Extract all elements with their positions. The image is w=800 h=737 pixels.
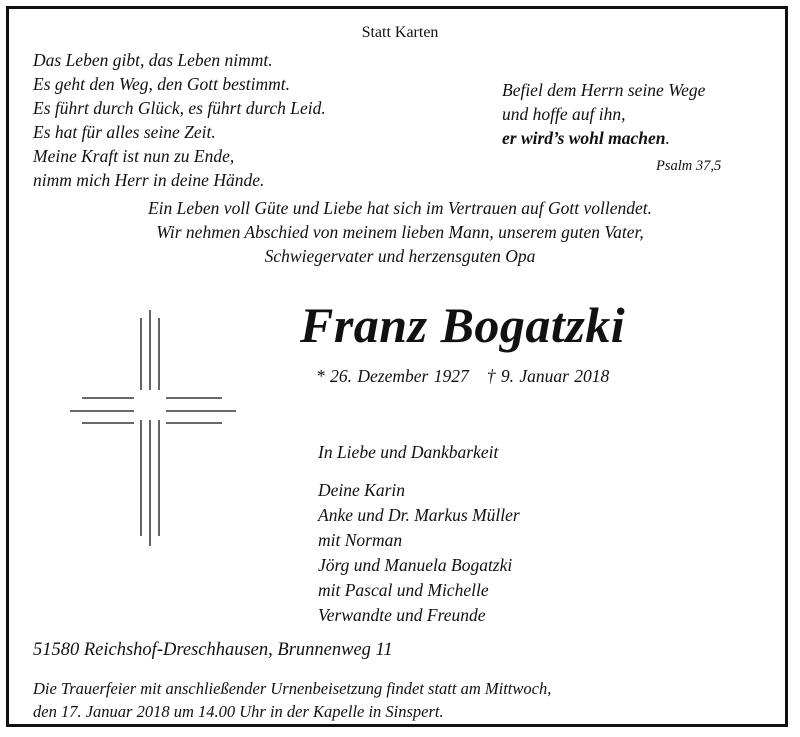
life-dates xyxy=(316,366,609,387)
deceased-name: Franz Bogatzki xyxy=(300,297,626,353)
poem-line: Meine Kraft ist nun zu Ende, xyxy=(33,146,235,166)
poem-line: Es führt durch Glück, es führt durch Leid. xyxy=(33,98,326,118)
family-member: Verwandte und Freunde xyxy=(318,605,486,625)
poem-line: nimm mich Herr in deine Hände. xyxy=(33,170,265,190)
header-statt-karten: Statt Karten xyxy=(361,24,439,41)
service-line: den 17. Januar 2018 um 14.00 Uhr in der Kapelle in Sinspert. xyxy=(33,702,444,721)
psalm-reference: Psalm 37,5 xyxy=(656,158,722,174)
intro-line: Schwiegervater und herzensguten Opa xyxy=(264,246,536,266)
intro-line: Wir nehmen Abschied von meinem lieben Mann, unserem guten Vater, xyxy=(156,222,644,242)
psalm-line: Befiel dem Herrn seine Wege xyxy=(502,80,706,100)
family-member: Deine Karin xyxy=(318,480,406,500)
family-member: Anke und Dr. Markus Müller xyxy=(318,505,520,525)
family-signatures xyxy=(318,440,520,628)
family-member: Jörg und Manuela Bogatzki xyxy=(318,555,513,575)
psalm-line: und hoffe auf ihn, xyxy=(502,104,626,124)
family-address: 51580 Reichshof-Dreschhausen, Brunnenweg 11 xyxy=(33,640,393,660)
death-date: † 9. Januar 2018 xyxy=(486,366,610,386)
family-opening: In Liebe und Dankbarkeit xyxy=(318,442,499,462)
birth-date: * 26. Dezember 1927 xyxy=(316,366,469,386)
psalm-quote xyxy=(502,78,705,150)
psalm-period: . xyxy=(665,128,670,148)
psalm-bold-text: er wird’s wohl machen xyxy=(502,128,666,148)
psalm-line-emphasis xyxy=(502,126,705,150)
cross-icon xyxy=(60,310,240,550)
family-member: mit Norman xyxy=(318,530,403,550)
poem-line: Es hat für alles seine Zeit. xyxy=(33,122,216,142)
family-member: mit Pascal und Michelle xyxy=(318,580,489,600)
funeral-service-info xyxy=(33,677,551,723)
service-line: Die Trauerfeier mit anschließender Urnenbeisetzung findet statt am Mittwoch, xyxy=(33,679,552,698)
poem-line: Es geht den Weg, den Gott bestimmt. xyxy=(33,74,290,94)
intro-line: Ein Leben voll Güte und Liebe hat sich im Vertrauen auf Gott vollendet. xyxy=(147,198,652,218)
poem-line: Das Leben gibt, das Leben nimmt. xyxy=(33,50,273,70)
poem xyxy=(33,48,326,192)
intro-text xyxy=(0,196,800,268)
